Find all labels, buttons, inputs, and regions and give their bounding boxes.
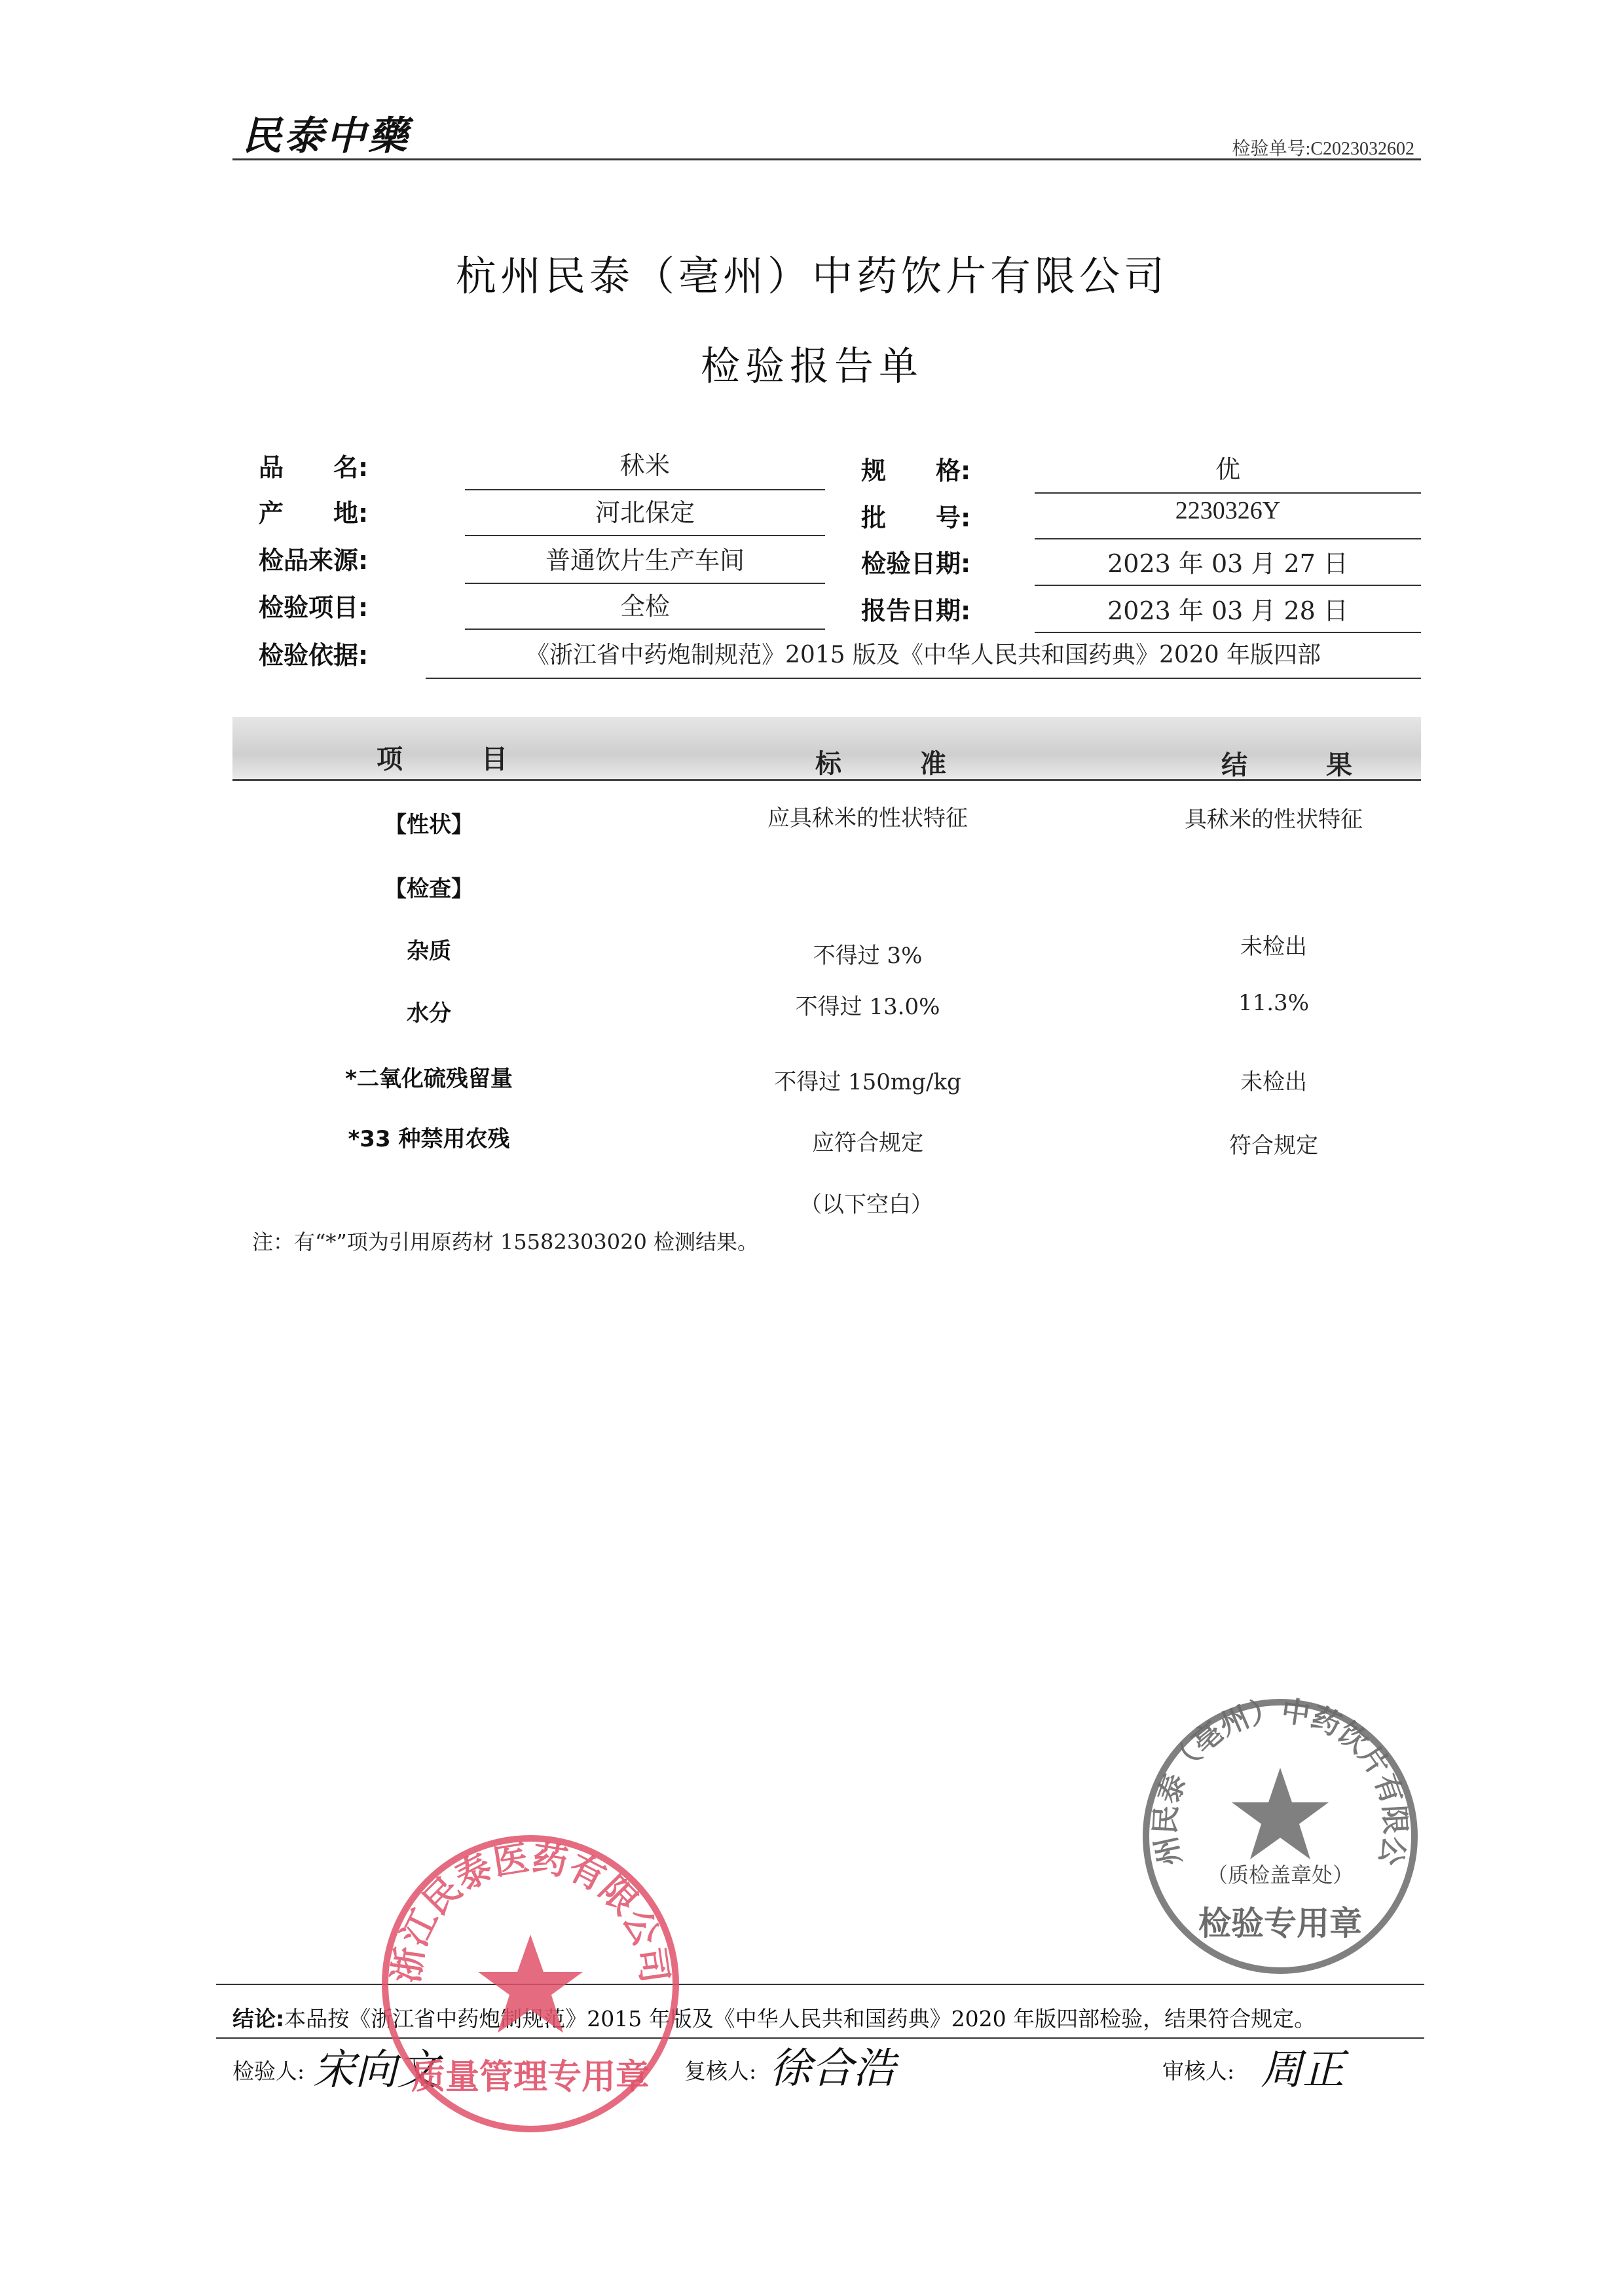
conclusion-label: 结论: — [232, 2006, 285, 2032]
batch-underline — [1035, 538, 1421, 539]
row-item: 【性状】 — [384, 812, 473, 838]
doc-number-value: C2023032602 — [1310, 139, 1414, 159]
spec-label: 规 格: — [861, 456, 971, 485]
report-date-label: 报告日期: — [861, 596, 971, 625]
blank-marker: （以下空白） — [800, 1192, 933, 1218]
item-underline — [465, 629, 825, 630]
star-icon — [478, 1935, 583, 2033]
star-icon — [1232, 1768, 1329, 1859]
quality-stamp-ring: 浙江民泰医药有限公司 — [385, 1837, 676, 1986]
conclusion-text: 本品按《浙江省中药炮制规范》2015 年版及《中华人民共和国药典》2020 年版四部检验，结果符合规定。 — [284, 2006, 1316, 2032]
doc-number-label: 检验单号: — [1232, 139, 1311, 159]
origin-label: 产 地: — [259, 499, 369, 528]
row-result: 未检出 — [1240, 934, 1307, 960]
doc-number — [1232, 134, 1414, 160]
company-title: 杭州民泰（亳州）中药饮片有限公司 — [455, 252, 1168, 300]
quality-stamp-center: 质量管理专用章 — [411, 2058, 650, 2097]
row-item: 杂质 — [407, 938, 451, 964]
name-value: 秫米 — [619, 451, 670, 480]
footnote: 注：有“*”项为引用原药材 15582303020 检测结果。 — [252, 1230, 759, 1254]
basis-label: 检验依据: — [259, 641, 369, 670]
origin-value: 河北保定 — [595, 498, 695, 527]
report-date-underline — [1035, 632, 1421, 633]
row-result: 未检出 — [1240, 1069, 1307, 1095]
row-result: 11.3% — [1238, 990, 1309, 1016]
inspection-stamp-note: （质检盖章处） — [1206, 1863, 1354, 1887]
row-standard: 应具秫米的性状特征 — [767, 805, 968, 831]
row-standard: 不得过 13.0% — [795, 994, 940, 1020]
batch-value: 2230326Y — [1175, 497, 1281, 524]
row-item: *33 种禁用农残 — [348, 1126, 510, 1152]
name-underline — [465, 489, 825, 490]
header-rule — [232, 158, 1421, 160]
inspection-stamp — [1136, 1692, 1424, 1980]
spec-value: 优 — [1215, 455, 1240, 484]
quality-stamp-graphic — [377, 1830, 684, 2138]
spec-underline — [1035, 492, 1421, 494]
report-title: 检验报告单 — [701, 344, 923, 390]
name-label: 品 名: — [259, 453, 369, 482]
row-item: 【检查】 — [384, 876, 473, 902]
row-result: 具秫米的性状特征 — [1185, 807, 1363, 833]
origin-underline — [465, 535, 825, 536]
inspection-stamp-center: 检验专用章 — [1198, 1904, 1362, 1942]
header-item: 项 目 — [377, 744, 534, 774]
test-date-underline — [1035, 585, 1421, 586]
basis-value: 《浙江省中药炮制规范》2015 版及《中华人民共和国药典》2020 年版四部 — [525, 642, 1321, 668]
row-result: 符合规定 — [1229, 1133, 1318, 1159]
source-value: 普通饮片生产车间 — [545, 546, 745, 575]
inspection-stamp-ring: 州民泰（亳州）中药饮片有限公 — [1149, 1694, 1412, 1869]
basis-underline — [426, 678, 1421, 679]
row-standard: 应符合规定 — [812, 1130, 923, 1156]
report-date-value: 2023 年 03 月 28 日 — [1107, 596, 1348, 625]
test-date-value: 2023 年 03 月 27 日 — [1107, 549, 1348, 578]
source-underline — [465, 583, 825, 584]
item-label: 检验项目: — [259, 593, 369, 622]
batch-label: 批 号: — [861, 503, 971, 532]
row-item: 水分 — [407, 1000, 451, 1027]
row-standard: 不得过 150mg/kg — [774, 1069, 961, 1095]
inspection-stamp-graphic — [1136, 1692, 1424, 1980]
header-result: 结 果 — [1221, 750, 1378, 780]
source-label: 检品来源: — [259, 546, 369, 575]
inspector-label: 检验人: — [232, 2058, 305, 2084]
header-standard: 标 准 — [815, 749, 972, 779]
row-item: *二氧化硫残留量 — [345, 1066, 513, 1092]
approver-signature: 周正 — [1261, 2046, 1344, 2094]
quality-stamp — [377, 1830, 684, 2138]
company-logo: 民泰中藥 — [242, 113, 410, 159]
reviewer-signature: 徐合浩 — [769, 2045, 895, 2093]
row-standard: 不得过 3% — [813, 943, 923, 969]
reviewer-label: 复核人: — [684, 2058, 757, 2084]
test-date-label: 检验日期: — [861, 549, 971, 578]
table-header-rule — [232, 779, 1421, 781]
inspector-signature: 宋向文 — [313, 2046, 439, 2094]
item-value: 全检 — [619, 592, 670, 621]
approver-label: 审核人: — [1162, 2058, 1235, 2084]
